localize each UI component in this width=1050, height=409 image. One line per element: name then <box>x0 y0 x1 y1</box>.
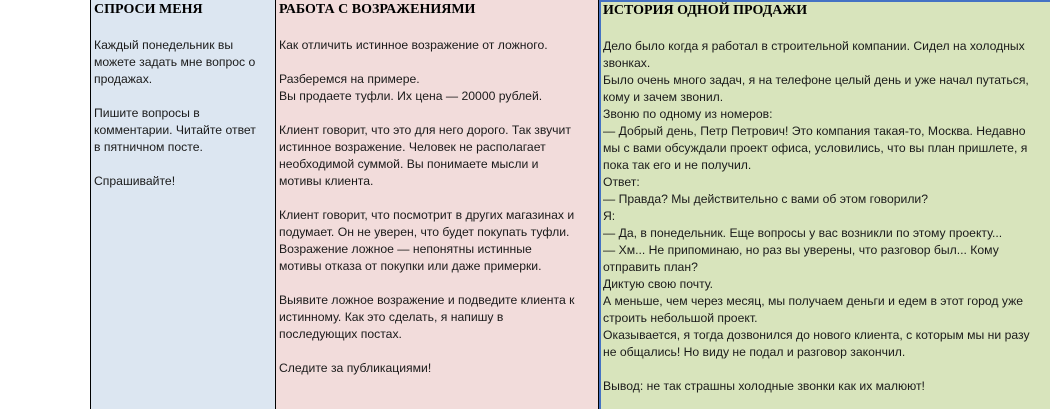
text-line: мотивы клиента. <box>279 174 374 188</box>
text-line: звонках. <box>603 56 651 70</box>
column-header: ИСТОРИЯ ОДНОЙ ПРОДАЖИ <box>603 3 808 18</box>
text-line: А меньше, чем через месяц, мы получаем деньги и едем в этот город уже <box>603 294 1024 308</box>
text-line: Клиент говорит, что посмотрит в других магазинах и <box>279 208 575 222</box>
column-objections[interactable] <box>276 0 599 409</box>
text-line: отправить план? <box>603 260 698 274</box>
column-body <box>603 38 1048 395</box>
column-header: СПРОСИ МЕНЯ <box>94 2 203 17</box>
column-sale-story[interactable] <box>599 0 1050 409</box>
text-line: — Добрый день, Петр Петрович! Это компания такая-то, Москва. Недавно <box>603 124 1026 138</box>
blank-line <box>94 156 273 173</box>
text-line: Каждый понедельник вы <box>94 38 234 52</box>
text-line: Клиент говорит, что это для него дорого. Так звучит <box>279 123 571 137</box>
text-line: Ответ: <box>603 175 640 189</box>
text-line: пока так его и не получил. <box>603 158 752 172</box>
text-line: Было очень много задач, я на телефоне целый день и уже начал путаться, <box>603 73 1029 87</box>
blank-line <box>279 343 596 360</box>
blank-line <box>279 190 596 207</box>
text-line: кому и зачем звонил. <box>603 90 724 104</box>
text-line: Выявите ложное возражение и подведите клиента к <box>279 293 575 307</box>
text-line: последующих постах. <box>279 327 402 341</box>
text-line: можете задать мне вопрос о <box>94 55 256 69</box>
text-line: Я: <box>603 209 616 223</box>
blank-line <box>279 275 596 292</box>
column-header: РАБОТА С ВОЗРАЖЕНИЯМИ <box>279 2 476 17</box>
text-line: Как отличить истинное возражение от ложного. <box>279 38 548 52</box>
text-line: истинное возражение. Человек не располагает <box>279 140 546 154</box>
text-line: Оказывается, я тогда дозвонился до нового клиента, с которым мы ни разу <box>603 328 1030 342</box>
column-body <box>279 37 596 377</box>
text-line: комментарии. Читайте ответ <box>94 123 256 137</box>
text-line: подумает. Он не уверен, что будет покупать туфли. <box>279 225 570 239</box>
text-line: мотивы отказа от покупки или даже примерки. <box>279 259 542 273</box>
text-line: Возражение ложное — непонятны истинные <box>279 242 532 256</box>
text-line: необходимой суммой. Вы понимаете мысли и <box>279 157 539 171</box>
blank-line <box>279 54 596 71</box>
text-line: Диктую свою почту. <box>603 277 714 291</box>
text-line: Спрашивайте! <box>94 174 176 188</box>
text-line: Дело было когда я работал в строительной компании. Сидел на холодных <box>603 39 1025 53</box>
text-line: продажах. <box>94 72 153 86</box>
text-line: — Правда? Мы действительно с вами об этом говорили? <box>603 192 929 206</box>
text-line: Звоню по одному из номеров: <box>603 107 773 121</box>
text-line: строить небольшой проект. <box>603 311 758 325</box>
text-line: — Хм... Не припоминаю, но раз вы уверены, что разговор был... Кому <box>603 243 999 257</box>
text-line: Следите за публикациями! <box>279 361 432 375</box>
text-line: истинному. Как это сделать, я напишу в <box>279 310 504 324</box>
text-line: — Да, в понедельник. Еще вопросы у вас возникли по этому проекту... <box>603 226 1003 240</box>
text-line: не общались! Но виду не подал и разговор закончил. <box>603 345 906 359</box>
blank-line <box>279 105 596 122</box>
text-line: Пишите вопросы в <box>94 106 200 120</box>
column-body <box>94 37 273 190</box>
blank-line <box>603 361 1048 378</box>
text-line: Разберемся на примере. <box>279 72 420 86</box>
text-line: Вы продаете туфли. Их цена — 20000 рублей. <box>279 89 543 103</box>
column-ask-me[interactable] <box>90 0 276 409</box>
blank-line <box>94 88 273 105</box>
text-line: Вывод: не так страшны холодные звонки как их малюют! <box>603 379 925 393</box>
text-line: в пятничном посте. <box>94 140 203 154</box>
text-line: мы с вами обсуждали проект офиса, условились, что вы план пришлете, я <box>603 141 1028 155</box>
